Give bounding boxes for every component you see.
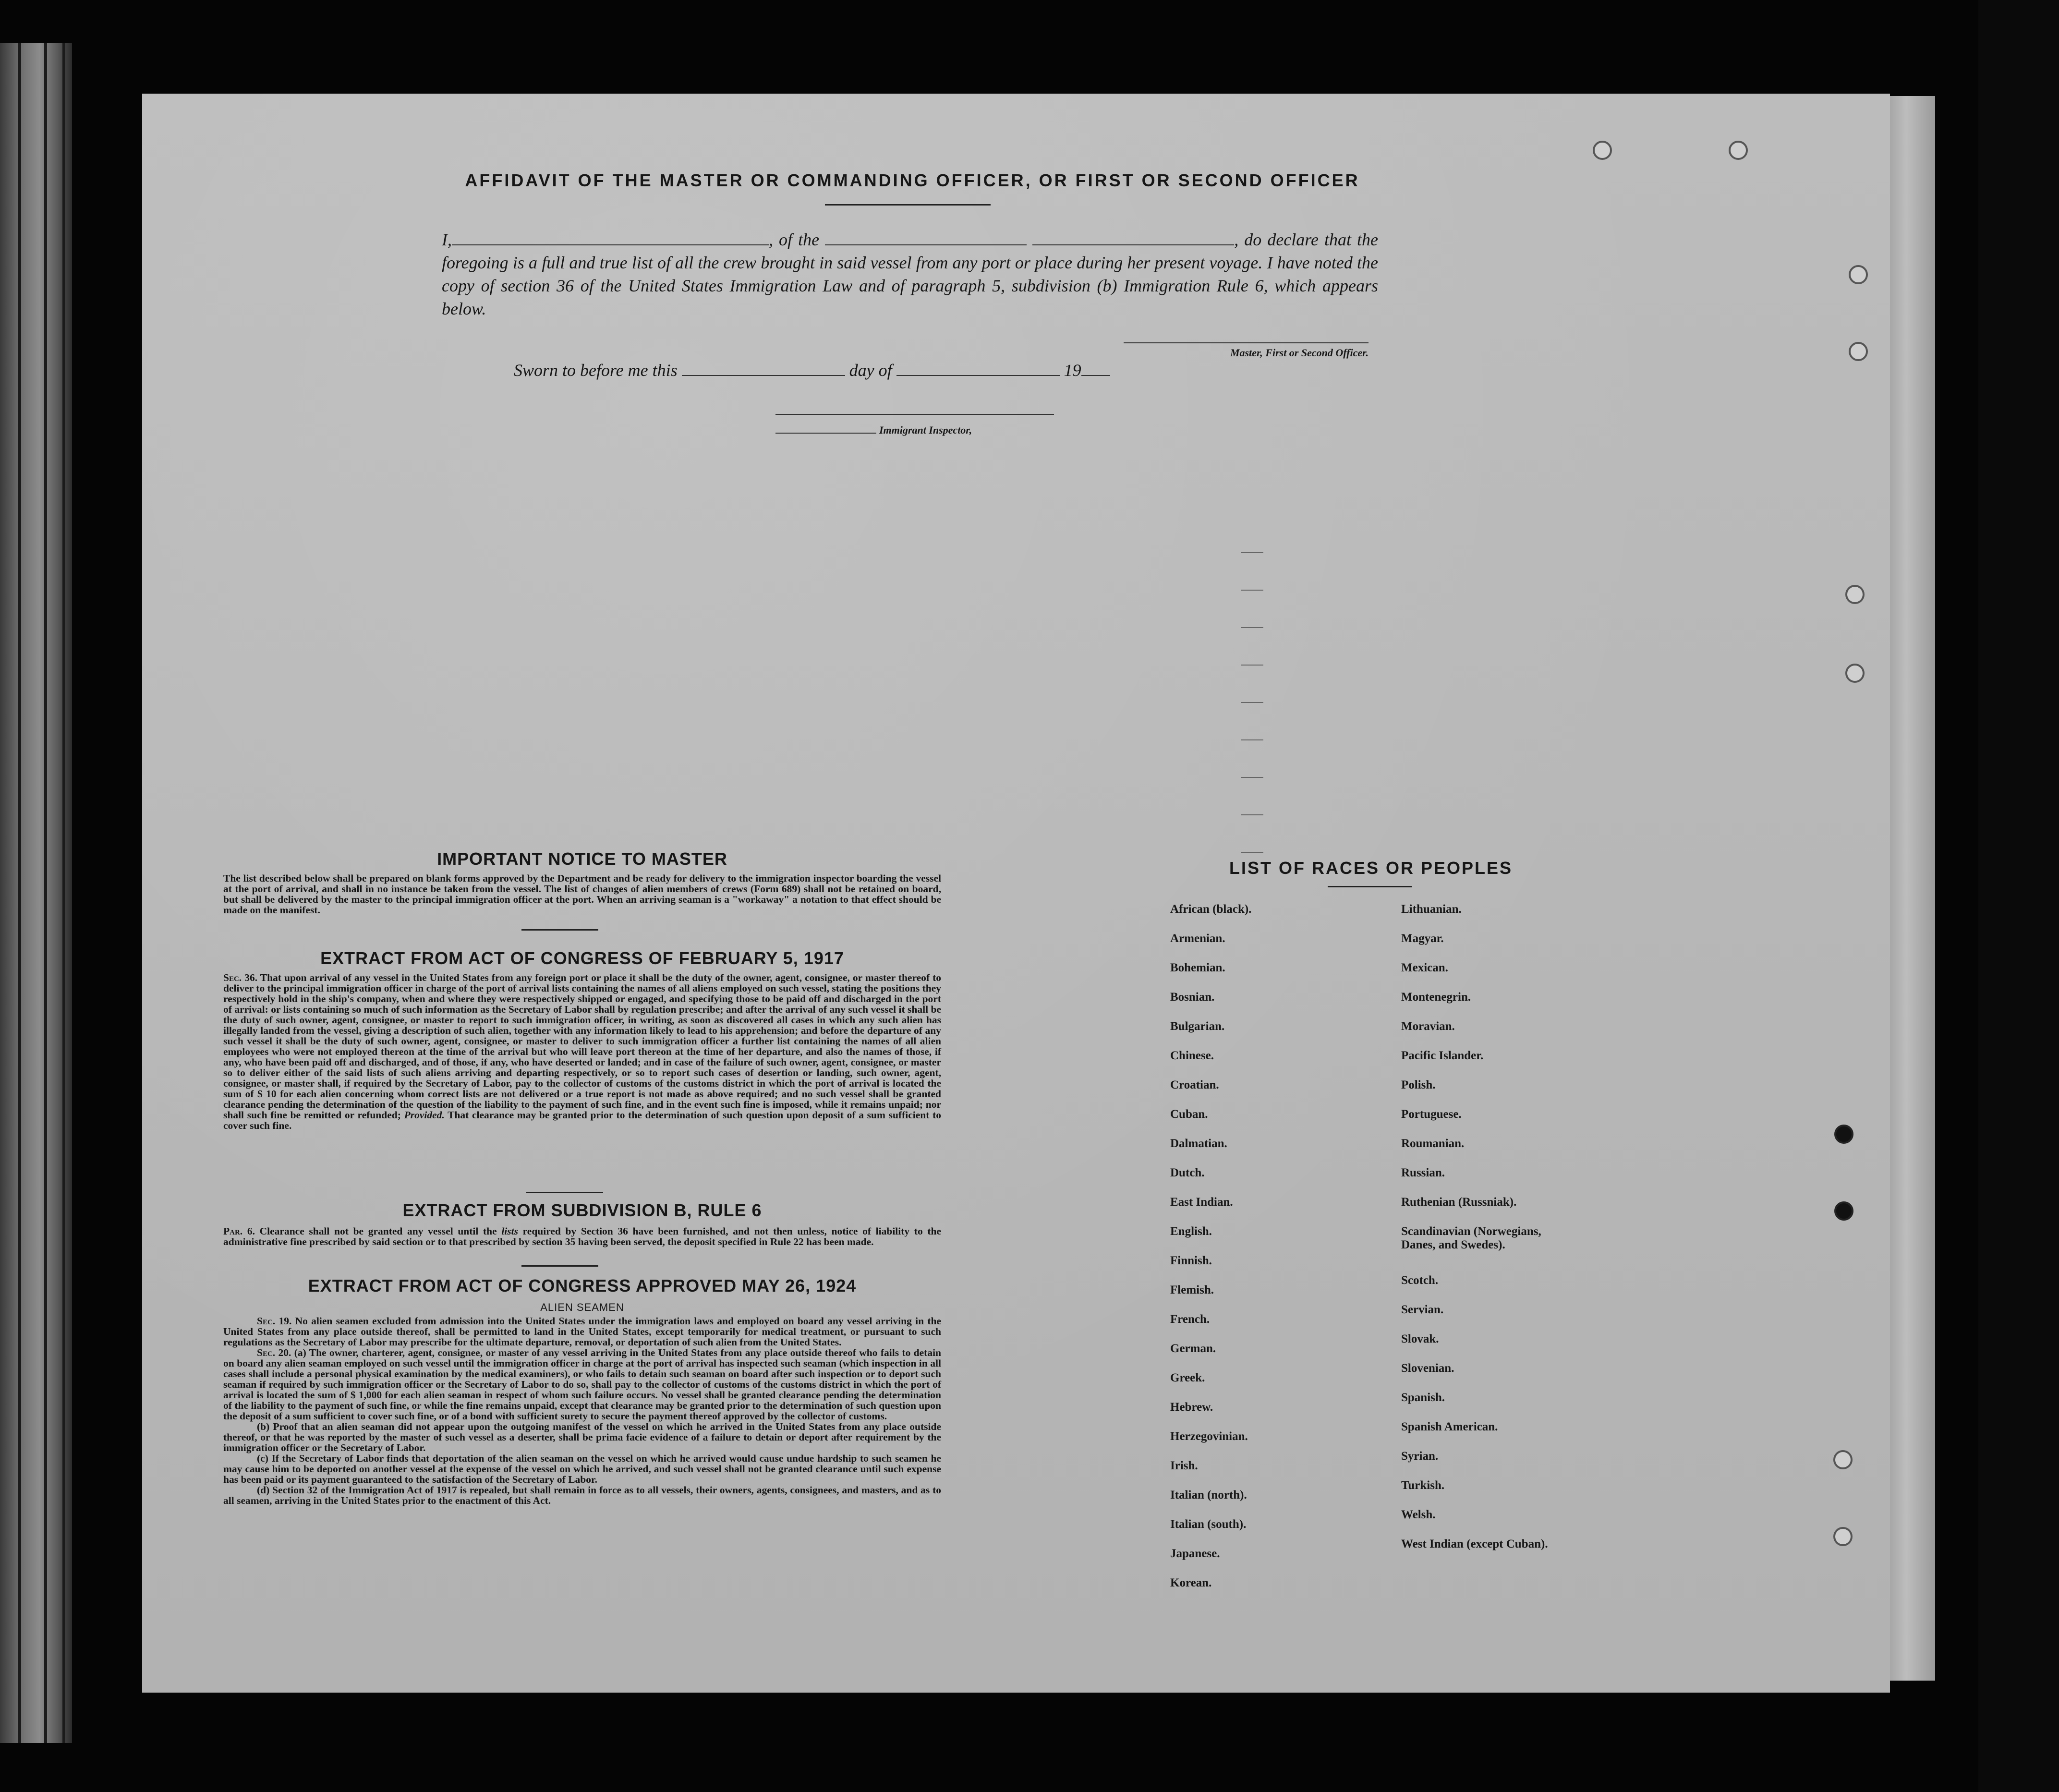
- race-item: Slovenian.: [1401, 1362, 1454, 1375]
- race-item: Turkish.: [1401, 1479, 1445, 1492]
- race-item: Roumanian.: [1401, 1137, 1465, 1150]
- race-item: West Indian (except Cuban).: [1401, 1538, 1548, 1550]
- race-item: Bosnian.: [1170, 991, 1215, 1004]
- sworn-line: [514, 360, 1110, 380]
- lists-word: lists: [501, 1225, 518, 1237]
- race-item: Cuban.: [1170, 1108, 1208, 1121]
- race-item: French.: [1170, 1313, 1210, 1326]
- punch-hole: [1849, 342, 1868, 361]
- race-item: Dutch.: [1170, 1166, 1205, 1179]
- race-item: Japanese.: [1170, 1547, 1220, 1560]
- race-item: Mexican.: [1401, 961, 1448, 974]
- sworn-year: 19: [1064, 361, 1081, 380]
- sec-20b-paragraph: (b) Proof that an alien seaman did not appear upon the outgoing manifest of the vessel on which he arrived in the United States from any place outside thereof, or that he was reported by the master of such vessel as a deserter, shall be prima facie evidence of a failure to detain or deport after requirement by the immigration officer or the Secretary of Labor.: [223, 1421, 941, 1453]
- sec-36-label: Sec. 36.: [223, 972, 258, 983]
- scan-border: [1978, 0, 2059, 1792]
- sec-20-label: Sec. 20.: [257, 1347, 291, 1358]
- affidavit-title: AFFIDAVIT OF THE MASTER OR COMMANDING OFFICER, OR FIRST OR SECOND OFFICER: [465, 170, 1360, 190]
- ghost-dashes: [1241, 552, 1263, 889]
- signature-label: Master, First or Second Officer.: [1230, 347, 1369, 359]
- race-item: Italian (north).: [1170, 1489, 1247, 1501]
- notice-title: IMPORTANT NOTICE TO MASTER: [437, 849, 727, 869]
- par-6-text-b: required by Section 36 have been furnished, and not then unless, notice of liability to the administrative fine prescribed by said section or to that prescribed by section 35 having been served, the deposit specified in Rule 22 has been made.: [223, 1225, 942, 1247]
- race-item: Scotch.: [1401, 1274, 1439, 1287]
- race-item: English.: [1170, 1225, 1212, 1238]
- affidavit-statement: [442, 228, 1378, 320]
- sworn-month-blank[interactable]: [896, 366, 1060, 376]
- sworn-year-blank[interactable]: [1081, 366, 1110, 376]
- race-item: African (black).: [1170, 903, 1252, 916]
- race-item: Servian.: [1401, 1303, 1444, 1316]
- race-item: Moravian.: [1401, 1020, 1455, 1033]
- race-item: Polish.: [1401, 1078, 1436, 1091]
- sworn-prefix: Sworn to before me this: [514, 361, 678, 380]
- sec-20d-paragraph: (d) Section 32 of the Immigration Act of 1917 is repealed, but shall remain in force as to all vessels, their owners, agents, consignees, and masters, and as to all seamen, arriving in the United States prior to the enactment of this Act.: [223, 1484, 941, 1506]
- races-list-right: [1401, 903, 1574, 1586]
- punch-hole: [1845, 585, 1865, 604]
- affidavit-do-declare: , do declare: [1234, 230, 1319, 249]
- race-item: Croatian.: [1170, 1078, 1219, 1091]
- race-item: Greek.: [1170, 1371, 1205, 1384]
- title-rule: [825, 204, 991, 206]
- race-item: East Indian.: [1170, 1196, 1233, 1209]
- sworn-date-blank[interactable]: [682, 366, 845, 376]
- race-item: Portuguese.: [1401, 1108, 1462, 1121]
- inspector-signature: [775, 424, 972, 436]
- punch-hole: [1849, 265, 1868, 284]
- subdivision-b-title: EXTRACT FROM SUBDIVISION B, RULE 6: [402, 1200, 762, 1220]
- sworn-day-of: day of: [849, 361, 892, 380]
- race-item: Slovak.: [1401, 1332, 1439, 1345]
- rank-blank[interactable]: [825, 231, 1027, 245]
- races-title: LIST OF RACES OR PEOPLES: [1229, 858, 1513, 878]
- punch-hole: [1834, 1201, 1853, 1221]
- act-1924-body: [223, 1316, 941, 1506]
- sec-20c-paragraph: (c) If the Secretary of Labor finds that deportation of the alien seaman on the vessel on which he arrived would cause undue hardship to such seamen he may cause him to be deported on another vessel at the expense of the vessel on which he arrived, and such vessel shall not be granted clearance until such expense has been paid or its payment guaranteed to the satisfaction of the Secretary of Labor.: [223, 1453, 941, 1485]
- inspector-blank[interactable]: [775, 424, 876, 434]
- punch-hole: [1833, 1450, 1853, 1469]
- race-item: Korean.: [1170, 1576, 1212, 1589]
- race-item: Montenegrin.: [1401, 991, 1471, 1004]
- race-item: Welsh.: [1401, 1508, 1436, 1521]
- race-item: Italian (south).: [1170, 1518, 1247, 1531]
- punch-hole: [1845, 664, 1865, 683]
- punch-hole: [1593, 141, 1612, 160]
- inspector-label: Immigrant Inspector,: [879, 424, 972, 436]
- race-item: Bulgarian.: [1170, 1020, 1225, 1033]
- sec-20a-text: (a) The owner, charterer, agent, consignee, or master of any vessel arriving in the United States from any place outside thereof who fails to detain on board any alien seaman employed on such vessel until the immigration officer in charge at the port of arrival has inspected such seaman (which inspection in all cases shall include a personal physical examination by the medical examiners), or who fails to detain such seaman on board after such inspection or to deport such seaman if required by such immigration officer or the Secretary of Labor to do so, shall pay to the collector of customs of the customs district in which the port of arrival is located the sum of $ 1,000 for each alien seaman in respect of whom such failure occurs. No vessel shall be granted clearance pending the determination of the liability to the payment of such fine, or while the fine remains unpaid, except that clearance may be granted prior to the determination of such question upon the deposit of a sum sufficient to cover such fine, or of a bond with sufficient surety to secure the payment thereof approved by the collector of customs.: [223, 1347, 941, 1422]
- races-list-left: [1170, 903, 1251, 1606]
- race-item: Syrian.: [1401, 1450, 1439, 1463]
- subdivision-b-body: [223, 1226, 941, 1247]
- race-item: Magyar.: [1401, 932, 1444, 945]
- race-item: Scandinavian (Norwegians, Danes, and Swedes).: [1401, 1225, 1541, 1251]
- provided-word: Provided.: [404, 1109, 445, 1121]
- sec-19-label: Sec. 19.: [257, 1315, 292, 1327]
- punch-hole: [1834, 1125, 1853, 1144]
- sec-19-text: No alien seamen excluded from admission into the United States under the immigration laws and employed on board any vessel arriving in the United States from any place outside thereof, shall be permitted to land in the United States, except temporarily for medical treatment, or pursuant to such regulations as the Secretary of Labor may prescribe for the ultimate departure, removal, or deportation of such alien from the United States.: [223, 1315, 942, 1348]
- affidavit-of-the: , of the: [769, 230, 820, 249]
- inspector-signature-line[interactable]: [775, 414, 1054, 415]
- act-1917-title: EXTRACT FROM ACT OF CONGRESS OF FEBRUARY 5, 1917: [320, 948, 844, 968]
- race-item: Dalmatian.: [1170, 1137, 1227, 1150]
- act-1924-subtitle: ALIEN SEAMEN: [540, 1301, 624, 1313]
- race-item: Pacific Islander.: [1401, 1049, 1484, 1062]
- vessel-blank[interactable]: [1032, 231, 1234, 245]
- race-item: German.: [1170, 1342, 1216, 1355]
- act-1924-title: EXTRACT FROM ACT OF CONGRESS APPROVED MAY 26, 1924: [308, 1276, 857, 1296]
- race-item: Herzegovinian.: [1170, 1430, 1248, 1443]
- punch-hole: [1729, 141, 1748, 160]
- section-rule: [521, 1265, 598, 1267]
- signature-line[interactable]: [1124, 342, 1369, 343]
- race-item: Lithuanian.: [1401, 903, 1462, 916]
- section-rule: [521, 929, 598, 931]
- race-item: Armenian.: [1170, 932, 1225, 945]
- race-item: Hebrew.: [1170, 1401, 1213, 1414]
- act-1917-body: [223, 972, 941, 1131]
- par-6-label: Par. 6.: [223, 1225, 255, 1237]
- sec-19-paragraph: [223, 1316, 941, 1347]
- par-6-text-a: Clearance shall not be granted any vessel until the: [259, 1225, 497, 1237]
- affidavit-i: I,: [442, 230, 452, 249]
- section-rule: [1328, 886, 1412, 887]
- page-edge-stack: [1887, 96, 1935, 1681]
- section-rule: [526, 1192, 603, 1193]
- race-item: Spanish.: [1401, 1391, 1445, 1404]
- sec-20a-paragraph: [223, 1347, 941, 1421]
- race-item: Spanish American.: [1401, 1420, 1498, 1433]
- name-blank[interactable]: [452, 231, 769, 245]
- race-item: Finnish.: [1170, 1254, 1212, 1267]
- affidavit-body: that the foregoing is a full and true list of all the crew brought in said vessel from any port or place during her present voyage. I have noted the copy of section 36 of the United States Immigration Law and of paragraph 5, subdivision (b) Immigration Rule 6, which appears below.: [442, 230, 1379, 318]
- notice-body: The list described below shall be prepared on blank forms approved by the Department and be ready for delivery to the immigration inspector boarding the vessel at the port of arrival, and shall in no instance be taken from the vessel. The list of changes of alien members of crews (Form 689) shall not be retained on board, but shall be delivered by the master to the principal immigration officer at the port. When an arriving seaman is a "workaway" a notation to that effect should be made on the manifest.: [223, 872, 941, 916]
- punch-hole: [1833, 1527, 1853, 1546]
- race-item: Flemish.: [1170, 1283, 1214, 1296]
- race-item: Bohemian.: [1170, 961, 1225, 974]
- sec-36-text: That upon arrival of any vessel in the United States from any foreign port or place it shall be the duty of the owner, agent, consignee, or master thereof to deliver to the principal immigration officer in charge of the port of arrival lists containing the names of all aliens employed on such vessel, stating the positions they respectively hold in the ship's company, when and where they were respectively shipped or engaged, and specifying those to be paid off and discharged in the port of arrival: or lists containing so much of such information as the Secretary of Labor shall by regulation prescribe; and after the arrival of any such vessel it shall be the duty of such owner, agent, consignee, or master to report to such immigration officer, in writing, as soon as discovered all cases in which any such alien has illegally landed from the vessel, giving a description of such alien, together with any information likely to lead to his apprehension; and before the departure of any such vessel it shall be the duty of such owner, agent, consignee, or master to deliver to such immigration officer a further list containing the names of all alien employees who were not employed thereon at the time of the arrival but who will leave port thereon at the time of her departure, and also the names of those, if any, who have been paid off and discharged, and of those, if any, who have deserted or landed; and in case of the failure of such owner, agent, consignee, or master so to deliver either of the said lists of such aliens arriving and departing respectively, or so to report such cases of desertion or landing, such owner, agent, consignee, or master shall, if required by the Secretary of Labor, pay to the collector of customs of the customs district in which the port of arrival is located the sum of $ 10 for each alien concerning whom correct lists are not delivered or a true report is not made as above required; and no such vessel shall be granted clearance pending the determination of the question of the liability to the payment of such fine, and in the event such fine is imposed, while it remains unpaid; nor shall such fine be remitted or refunded;: [223, 972, 941, 1121]
- race-item: Russian.: [1401, 1166, 1445, 1179]
- book-binding: [0, 43, 72, 1743]
- sec-36-end: That clearance may be granted prior to the determination of such question upon deposit of a sum sufficient to cover such fine.: [223, 1109, 941, 1131]
- race-item: Irish.: [1170, 1459, 1198, 1472]
- race-item: Ruthenian (Russniak).: [1401, 1196, 1517, 1209]
- race-item: Chinese.: [1170, 1049, 1214, 1062]
